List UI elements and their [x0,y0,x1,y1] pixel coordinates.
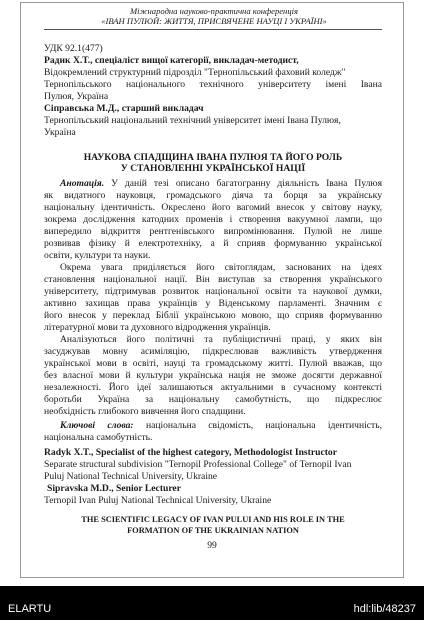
paragraph-2-line: літературної мови та духовного відродження українців. [44,322,271,333]
abstract-line: як видатного науковця, громадського діяча та борця за українську [44,190,382,201]
paragraph-3-line: без власної мови й культури українська нація не зможе досягти державної [44,370,382,381]
keywords-first-line: Ключові слова: національна свідомість, національна ідентичність, [60,420,382,431]
header-rule [44,29,382,30]
author-1-affiliation-line: Тернопільського національного технічного університету імені Івана [44,79,382,90]
paragraph-3-line: засуджував мовну асиміляцію, підкреслював важливість утвердження [44,346,382,357]
title-en-line-2: FORMATION OF THE UKRAINIAN NATION [127,526,299,535]
keywords-line: національна самобутність. [44,432,153,443]
paragraph-2-line: Окрема увага приділяється його світоглядам, заснованих на ідеях [60,262,382,273]
author-2-name-en: Sipravska M.D., Senior Lecturer [47,483,181,494]
paragraph-3-line: української мови в освіті, науці та громадському житті. Пулюй вважав, що [44,358,382,369]
author-2-name: Сіправська М.Д., старший викладач [44,103,204,114]
abstract-first-line: Анотація. У даній тезі описано багатогранну діяльність Івана Пулюя [60,178,382,189]
conference-line-2: «ІВАН ПУЛЮЙ: ЖИТТЯ, ПРИСВЯЧЕНЕ НАУЦІ І УКРАЇНІ» [101,16,327,26]
abstract-line: зокрема дослідження катодних променів і створення вакуумної лампи, що [44,214,382,225]
repository-name: ELARTU [8,603,52,615]
abstract-line: розвивав фізику й електротехніку, а й сприяв формуванню української [44,238,382,249]
repository-footer [0,586,424,620]
paragraph-2-line: активно захищав права українців у Віденському парламенті. Значним є [44,298,382,309]
paragraph-3-line: незалежності. Його ідеї залишаються актуальними в сучасному контексті [44,382,382,393]
author-1-affiliation-en-line: Puluj National Technical University, Ukraine [44,471,218,482]
conference-line-1: Міжнародна науково-практична конференція [130,6,298,16]
author-2-affiliation-en-line: Ternopil Ivan Puluj National Technical University, Ukraine [44,495,272,506]
keywords-label: Ключові слова: [60,420,134,431]
author-2-affiliation-line: Тернопільський національний технічний університет імені Івана Пулюя, [44,115,341,126]
paragraph-3-line: необхідність глибокого вивчення його спадщини. [44,406,246,417]
abstract-line: освіти, культури та науки. [44,250,151,261]
handle-link[interactable]: hdl:lib/48237 [353,603,416,615]
abstract-line: національну ідентичність. Окреслено його вагомий внесок у світову науку, [44,202,382,213]
paragraph-2-line: університету, підтримував розвиток національної освіти та наукової думки, [44,286,382,297]
title-ua-line-1: НАУКОВА СПАДЩИНА ІВАНА ПУЛЮЯ ТА ЙОГО РОЛЬ [83,152,343,163]
title-ua-line-2: У СТАНОВЛЕННІ УКРАЇНСЬКОЇ НАЦІЇ [120,163,306,174]
author-1-affiliation-line: Відокремлений структурний підрозділ "Тернопільський фаховий коледж" [44,67,346,78]
author-2-affiliation-line: Україна [44,127,76,138]
paragraph-3-line: Аналізуються його політичні та публіцистичні праці, у яких він [60,334,382,345]
abstract-label: Анотація. [60,178,105,189]
udc-code: УДК 92.1(477) [44,43,103,54]
author-1-affiliation-en-line: Separate structural subdivision "Ternopil Professional College" of Ternopil Ivan [44,459,352,470]
author-1-name: Радик Х.Т., спеціаліст вищої категорії, викладач-методист, [44,55,299,66]
paragraph-2-line: становлення національної нації. Він виступав за створення українського [44,274,382,285]
paragraph-2-line: його внесок у переклад Біблії українською мовою, що сприяв формуванню [44,310,382,321]
page-number: 99 [207,540,217,551]
paragraph-3-line: боротьби Україна за національну самобутність, що підкреслює [44,394,382,405]
author-1-affiliation-line: Пулюя, Україна [44,91,109,102]
title-en-line-1: THE SCIENTIFIC LEGACY OF IVAN PULUI AND HIS ROLE IN THE [81,515,345,524]
abstract-line: випередило відкриття рентгенівського випромінювання. Пулюй не лише [44,226,382,237]
author-1-name-en: Radyk X.T., Specialist of the highest category, Methodologist Instructor [44,447,337,458]
